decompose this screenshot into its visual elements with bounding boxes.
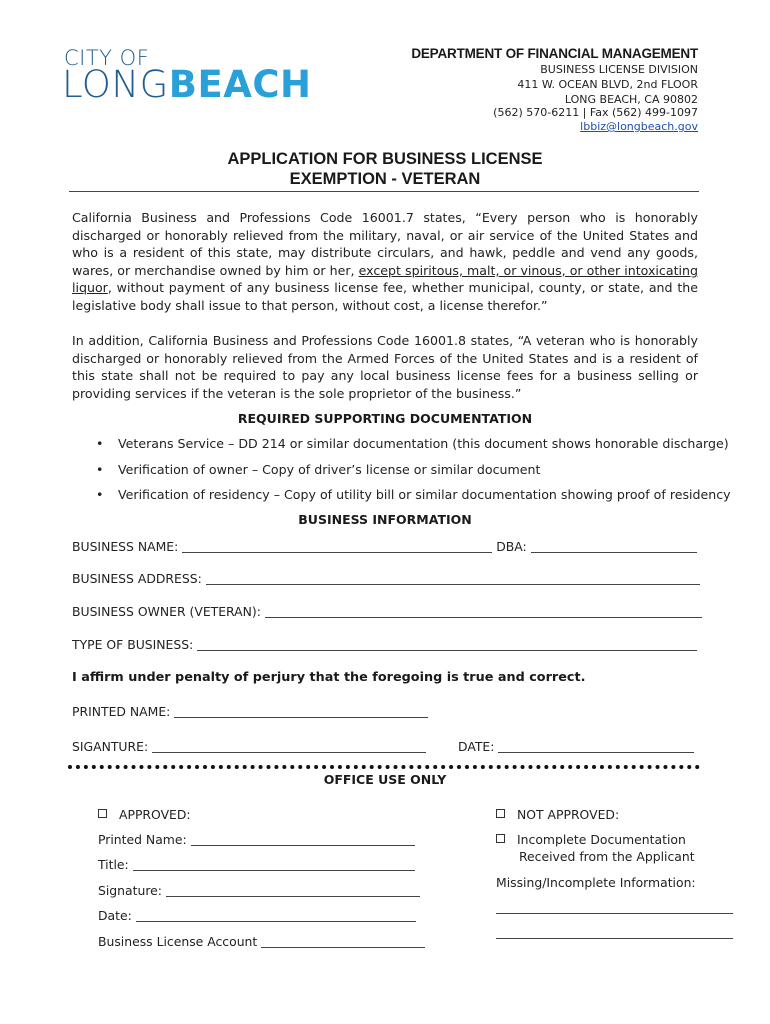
- city-address: LONG BEACH, CA 90802: [564, 93, 698, 106]
- para1-text-end: , without payment of any business license fee, whether municipal, county, or state, and the legislative body shall issue to that person, without cost, a license therefor.”: [72, 280, 698, 313]
- printed-name-label: PRINTED NAME:: [72, 704, 171, 719]
- required-docs-heading: REQUIRED SUPPORTING DOCUMENTATION: [237, 411, 533, 426]
- para1-underlined: except spiritous, malt, or vinous, or other intoxicating liquor: [72, 262, 698, 296]
- office-date-label: Date:: [98, 908, 132, 923]
- signature-field[interactable]: [152, 740, 426, 753]
- code-16001-8-paragraph: In addition, California Business and Professions Code 16001.8 states, “A veteran who is honorably discharged or honorably relieved from the Armed Forces of the United States and is a resident of this state shall not be required to pay any local business license fees for a business selling or providing services if the veteran is the sole proprietor of the business.”: [72, 333, 698, 401]
- office-use-heading: OFFICE USE ONLY: [323, 772, 447, 787]
- form-title-line2: EXEMPTION - VETERAN: [289, 170, 481, 188]
- logo-beach: BEACH: [168, 63, 312, 106]
- date-row: [458, 739, 694, 754]
- office-title-row: [98, 857, 415, 872]
- not-approved-checkbox[interactable]: [496, 809, 505, 818]
- date-label: DATE:: [458, 739, 495, 754]
- office-signature-label: Signature:: [98, 883, 162, 898]
- office-title-label: Title:: [98, 857, 129, 872]
- office-printed-name-row: [98, 832, 415, 847]
- office-date-field[interactable]: [136, 909, 416, 922]
- license-account-field[interactable]: [261, 935, 425, 948]
- approved-checkbox[interactable]: [98, 809, 107, 818]
- logo-city-of: CITY OF: [64, 46, 150, 70]
- required-doc-text: Verification of residency – Copy of utility bill or similar documentation showing proof of residency: [118, 487, 731, 502]
- code-16001-7-paragraph: [72, 209, 698, 315]
- missing-info-line-2[interactable]: [496, 938, 733, 939]
- office-signature-row: [98, 883, 420, 898]
- office-printed-name-label: Printed Name:: [98, 832, 187, 847]
- email-link[interactable]: lbbiz@longbeach.gov: [580, 120, 698, 133]
- phone-fax: (562) 570-6211 | Fax (562) 499-1097: [493, 106, 698, 119]
- form-title-line1: APPLICATION FOR BUSINESS LICENSE: [227, 150, 543, 168]
- business-address-row: [72, 571, 700, 586]
- business-type-field[interactable]: [197, 638, 697, 651]
- printed-name-row: [72, 704, 428, 719]
- incomplete-docs-row: [496, 832, 686, 847]
- office-title-field[interactable]: [133, 858, 415, 871]
- required-doc-item: • Verification of owner – Copy of driver’s license or similar document: [96, 462, 541, 477]
- business-type-row: [72, 637, 697, 652]
- office-signature-field[interactable]: [166, 884, 420, 897]
- missing-info-line-1[interactable]: [496, 913, 733, 914]
- not-approved-label: NOT APPROVED:: [517, 807, 620, 822]
- license-account-label: Business License Account: [98, 934, 258, 949]
- business-name-row: [72, 539, 697, 554]
- required-doc-text: Veterans Service – DD 214 or similar documentation (this document shows honorable discharge): [118, 436, 729, 451]
- business-address-field[interactable]: [206, 572, 700, 585]
- business-address-label: BUSINESS ADDRESS:: [72, 571, 202, 586]
- date-field[interactable]: [498, 740, 694, 753]
- printed-name-field[interactable]: [174, 705, 428, 718]
- office-printed-name-field[interactable]: [191, 833, 415, 846]
- department-name: DEPARTMENT OF FINANCIAL MANAGEMENT: [411, 46, 698, 61]
- approved-row: [98, 807, 191, 822]
- required-doc-item: • Veterans Service – DD 214 or similar documentation (this document shows honorable discharge): [96, 436, 729, 451]
- signature-label: SIGANTURE:: [72, 739, 149, 754]
- dba-field[interactable]: [531, 540, 697, 553]
- business-type-label: TYPE OF BUSINESS:: [72, 637, 194, 652]
- business-name-label: BUSINESS NAME:: [72, 539, 179, 554]
- incomplete-docs-checkbox[interactable]: [496, 834, 505, 843]
- office-date-row: [98, 908, 416, 923]
- street-address: 411 W. OCEAN BLVD, 2nd FLOOR: [517, 78, 698, 91]
- office-use-divider: [68, 765, 700, 769]
- license-account-row: [98, 934, 425, 949]
- required-doc-text: Verification of owner – Copy of driver’s license or similar document: [118, 462, 541, 477]
- business-owner-row: [72, 604, 702, 619]
- business-name-field[interactable]: [182, 540, 492, 553]
- signature-row: [72, 739, 426, 754]
- incomplete-docs-label-1: Incomplete Documentation: [517, 832, 686, 847]
- business-owner-field[interactable]: [265, 605, 702, 618]
- para1-text-start: California Business and Professions Code 16001.7 states, “Every person who is honorably discharged or honorably relieved from the military, naval, or air service of the United States and who is a resident of this state, may distribute circulars, and hawk, peddle and vend any goods, wares, or merchandise owned by him or her,: [72, 210, 698, 278]
- incomplete-docs-label-2: Received from the Applicant: [519, 849, 695, 864]
- division-name: BUSINESS LICENSE DIVISION: [540, 63, 698, 76]
- business-owner-label: BUSINESS OWNER (VETERAN):: [72, 604, 261, 619]
- dba-label: DBA:: [496, 539, 527, 554]
- title-divider: [69, 191, 699, 192]
- missing-info-label: Missing/Incomplete Information:: [496, 875, 696, 890]
- required-doc-item: • Verification of residency – Copy of utility bill or similar documentation showing proof of residency: [96, 487, 731, 502]
- logo-long: LONG: [62, 63, 169, 106]
- business-info-heading: BUSINESS INFORMATION: [298, 512, 472, 527]
- perjury-affirmation: I affirm under penalty of perjury that the foregoing is true and correct.: [72, 670, 586, 685]
- not-approved-row: [496, 807, 619, 822]
- approved-label: APPROVED:: [119, 807, 191, 822]
- logo-long-beach: [62, 63, 312, 106]
